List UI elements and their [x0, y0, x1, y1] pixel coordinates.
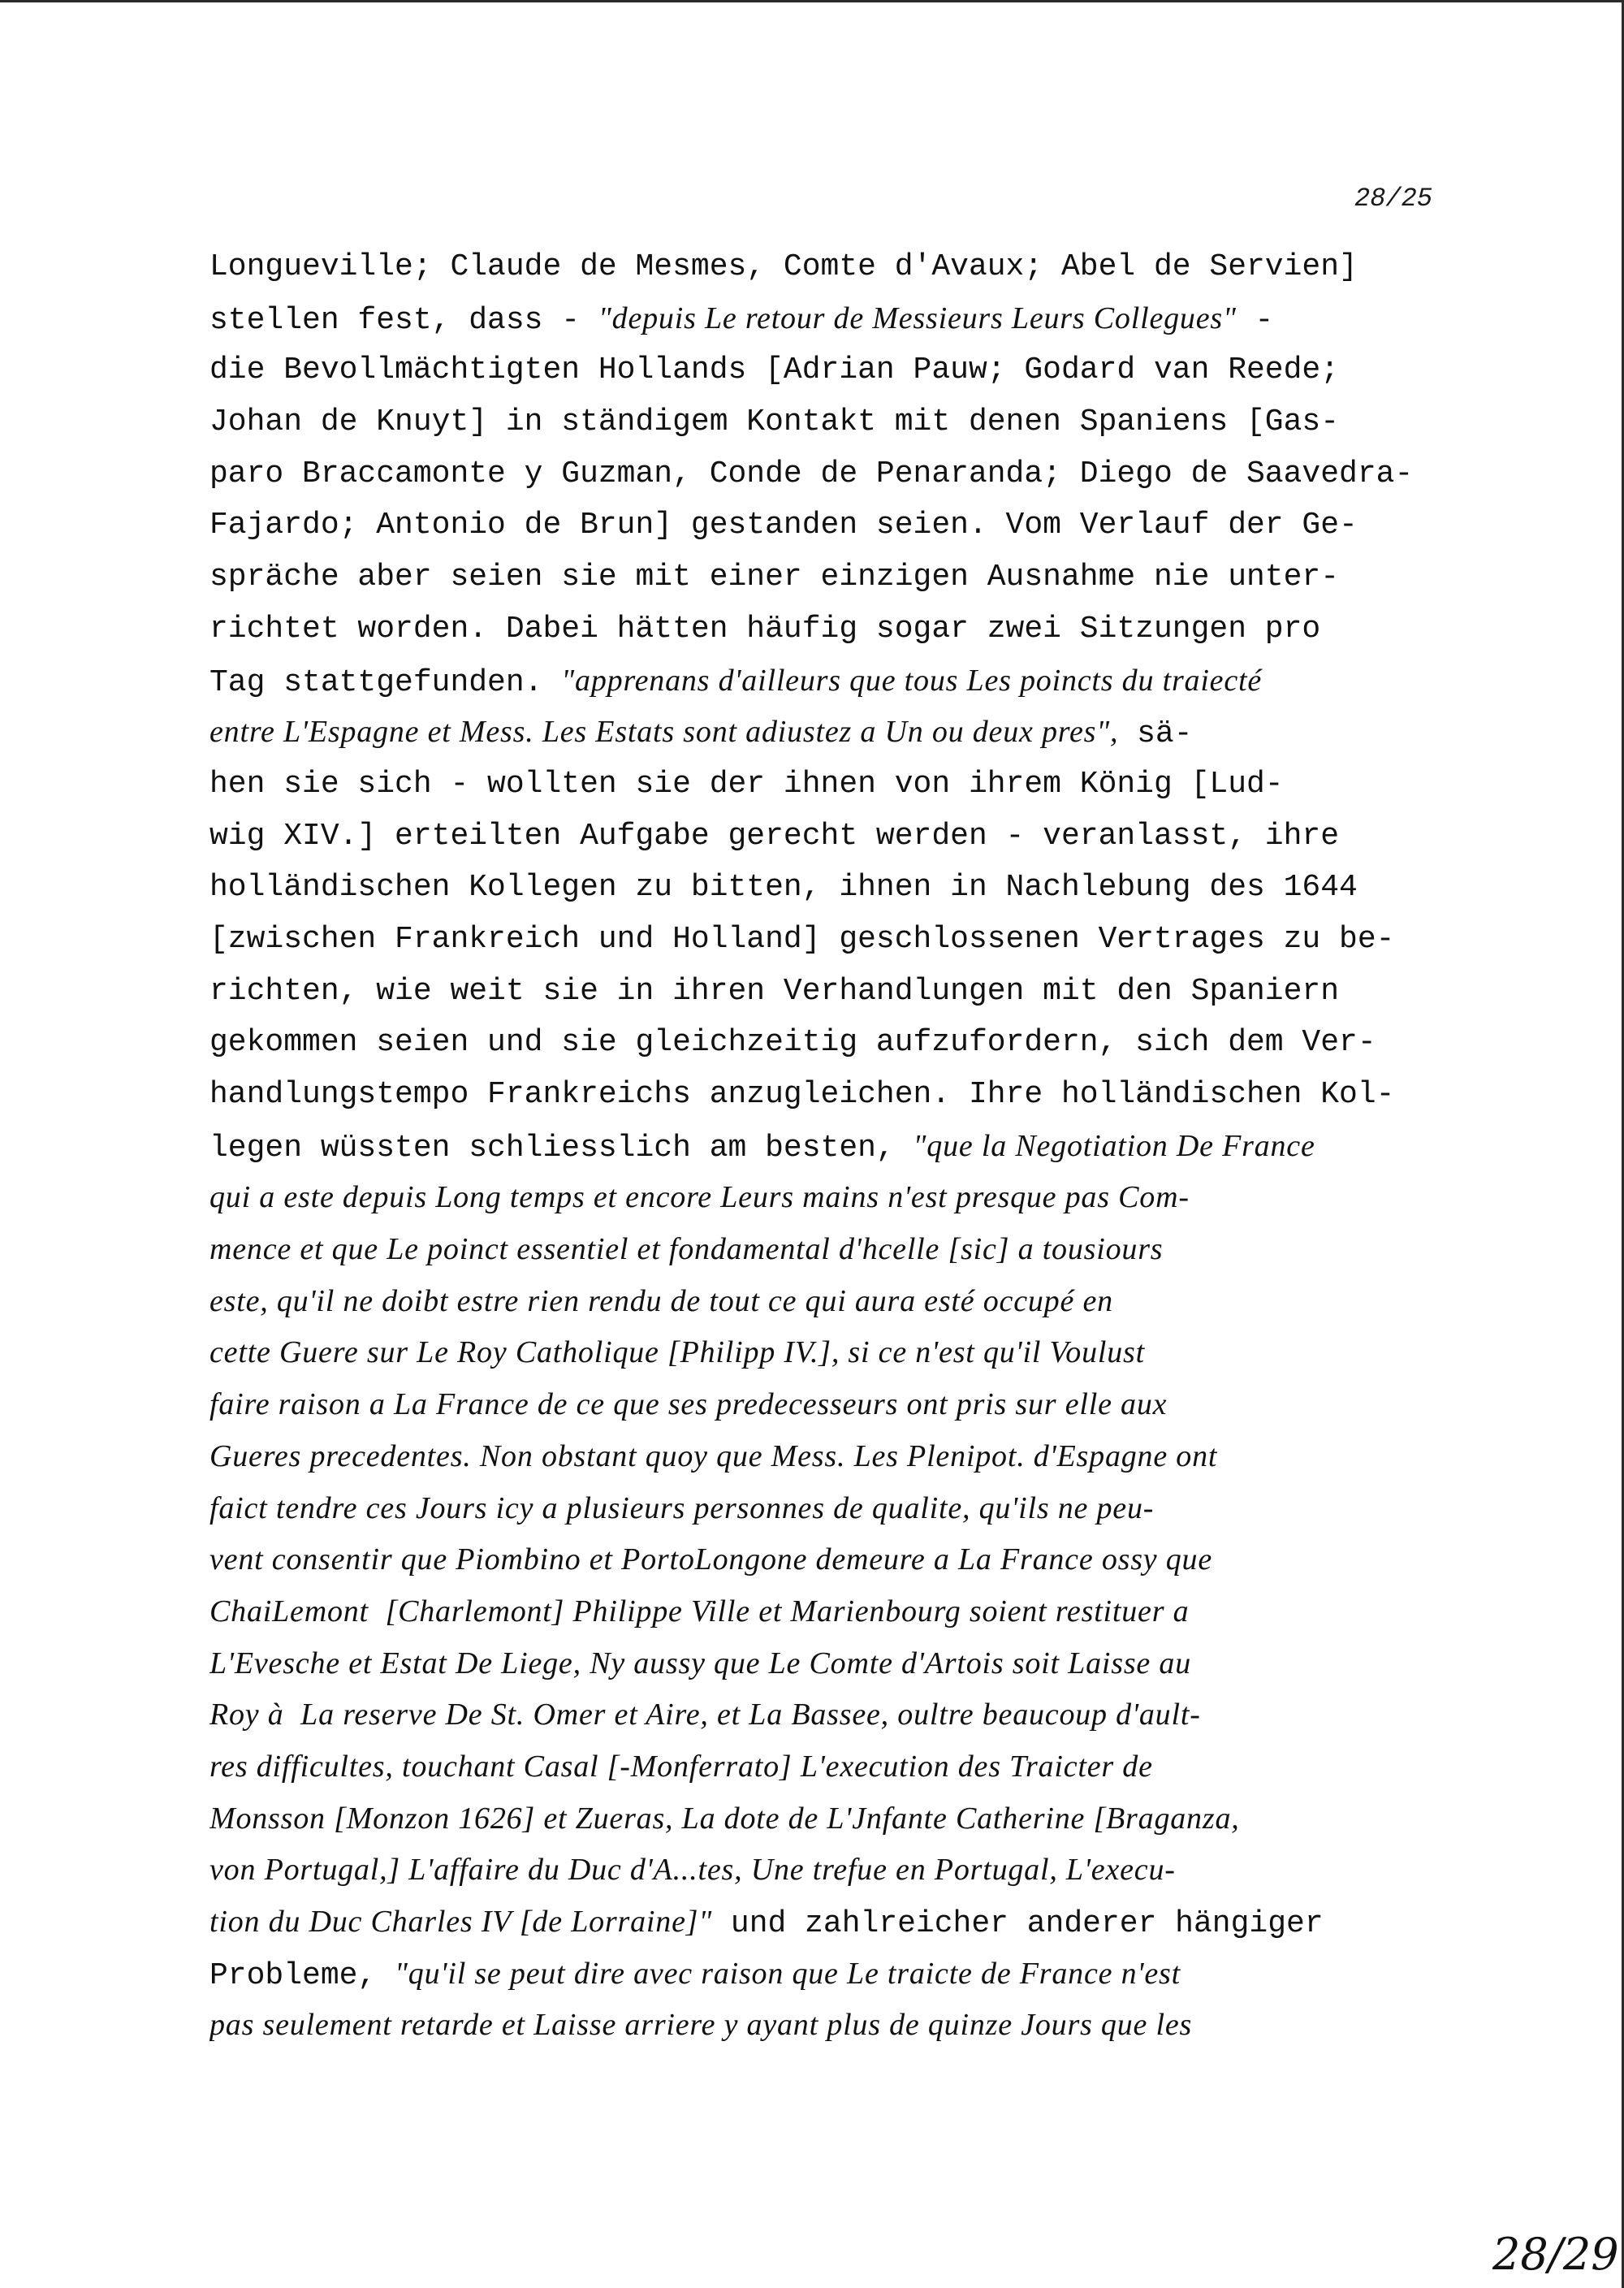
french-quotation-text: Roy à La reserve De St. Omer et Aire, et La Bassee, oultre beaucoup d'ault- — [209, 1698, 1201, 1732]
french-quotation-text: faict tendre ces Jours icy a plusieurs personnes de qualite, qu'ils ne peu- — [209, 1490, 1155, 1525]
text-line — [209, 500, 1460, 551]
text-line — [209, 1431, 1460, 1483]
german-text: paro Braccamonte y Guzman, Conde de Penaranda; Diego de Saavedra- — [209, 456, 1414, 491]
french-quotation-text: qui a este depuis Long temps et encore Leurs mains n'est presque pas Com- — [209, 1180, 1190, 1215]
german-text: [zwischen Frankreich und Holland] geschlossenen Vertrages zu be- — [209, 921, 1395, 957]
text-line — [209, 1534, 1460, 1586]
french-quotation-text: vent consentir que Piombino et PortoLongone demeure a La France ossy que — [209, 1542, 1213, 1577]
french-quotation-text: "que la Negotiation De France — [913, 1128, 1315, 1163]
page-number: 28/25 — [1354, 184, 1433, 214]
body-text — [209, 241, 1460, 2052]
german-text: richtet worden. Dabei hätten häufig sogar zwei Sitzungen pro — [209, 611, 1321, 647]
german-text: handlungstempo Frankreichs anzugleichen. Ihre holländischen Kol- — [209, 1077, 1395, 1112]
top-border-line — [0, 0, 1624, 2]
text-line — [209, 1897, 1460, 1948]
text-line — [209, 448, 1460, 500]
text-line — [209, 1069, 1460, 1121]
text-line — [209, 1845, 1460, 1897]
french-quotation-text: "qu'il se peut dire avec raison que Le traicte de France n'est — [395, 1956, 1181, 1991]
french-quotation-text: L'Evesche et Estat De Liege, Ny aussy que Le Comte d'Artois soit Laisse au — [209, 1646, 1191, 1680]
german-text: gekommen seien und sie gleichzeitig aufzufordern, sich dem Ver- — [209, 1025, 1376, 1061]
text-line — [209, 344, 1460, 396]
text-line — [209, 1741, 1460, 1793]
text-line — [209, 966, 1460, 1018]
text-line — [209, 293, 1460, 345]
text-line — [209, 707, 1460, 759]
german-text: und zahlreicher anderer hängiger — [712, 1906, 1324, 1941]
text-line — [209, 1638, 1460, 1690]
german-text: richten, wie weit sie in ihren Verhandlungen mit den Spaniern — [209, 973, 1340, 1009]
text-line — [209, 811, 1460, 863]
text-line — [209, 1379, 1460, 1431]
text-line — [209, 1017, 1460, 1069]
french-quotation-text: Gueres precedentes. Non obstant quoy que Mess. Les Plenipot. d'Espagne ont — [209, 1438, 1218, 1473]
german-text: die Bevollmächtigten Hollands [Adrian Pauw; Godard van Reede; — [209, 352, 1340, 388]
french-quotation-text: entre L'Espagne et Mess. Les Estats sont adiustez a Un ou deux pres", — [209, 715, 1119, 750]
german-text: sä- — [1118, 716, 1193, 752]
text-line — [209, 1948, 1460, 2000]
french-quotation-text: pas seulement retarde et Laisse arriere y ayant plus de quinze Jours que les — [209, 2008, 1193, 2043]
french-quotation-text: "apprenans d'ailleurs que tous Les poincts du traiecté — [561, 663, 1263, 698]
german-text: spräche aber seien sie mit einer einzigen Ausnahme nie unter- — [209, 560, 1340, 595]
text-line — [209, 1276, 1460, 1328]
french-quotation-text: tion du Duc Charles IV [de Lorraine]" — [209, 1905, 713, 1939]
text-line — [209, 603, 1460, 655]
text-line — [209, 1121, 1460, 1173]
text-line — [209, 1327, 1460, 1379]
german-text: wig XIV.] erteilten Aufgabe gerecht werden - veranlasst, ihre — [209, 818, 1340, 854]
german-text: hen sie sich - wollten sie der ihnen von ihrem König [Lud- — [209, 766, 1284, 802]
text-line — [209, 2000, 1460, 2052]
german-text: Probleme, — [209, 1957, 395, 1993]
text-line — [209, 396, 1460, 448]
text-line — [209, 1793, 1460, 1845]
text-line — [209, 551, 1460, 603]
french-quotation-text: von Portugal,] L'affaire du Duc d'A...tes, Une trefue en Portugal, L'execu- — [209, 1853, 1176, 1888]
german-text: holländischen Kollegen zu bitten, ihnen in Nachlebung des 1644 — [209, 870, 1358, 906]
text-line — [209, 1689, 1460, 1741]
text-line — [209, 241, 1460, 293]
french-quotation-text: res difficultes, touchant Casal [-Monferrato] L'execution des Traicter de — [209, 1749, 1153, 1784]
text-line — [209, 655, 1460, 707]
french-quotation-text: ChaiLemont [Charlemont] Philippe Ville et Marienbourg soient restituer a — [209, 1594, 1190, 1628]
french-quotation-text: Monsson [Monzon 1626] et Zueras, La dote de L'Jnfante Catherine [Braganza, — [209, 1801, 1240, 1836]
text-line — [209, 862, 1460, 914]
german-text: Fajardo; Antonio de Brun] gestanden seien. Vom Verlauf der Ge- — [209, 508, 1358, 543]
german-text: - — [1236, 302, 1274, 338]
french-quotation-text: cette Guere sur Le Roy Catholique [Philipp IV.], si ce n'est qu'il Voulust — [209, 1335, 1145, 1370]
french-quotation-text: "depuis Le retour de Messieurs Leurs Collegues" — [598, 301, 1237, 335]
handwritten-folio-number: 28/29 — [1492, 2229, 1619, 2280]
text-line — [209, 759, 1460, 811]
text-line — [209, 1483, 1460, 1535]
text-line — [209, 1586, 1460, 1638]
german-text: Longueville; Claude de Mesmes, Comte d'Avaux; Abel de Servien] — [209, 249, 1358, 284]
french-quotation-text: este, qu'il ne doibt estre rien rendu de tout ce qui aura esté occupé en — [209, 1283, 1113, 1318]
french-quotation-text: mence et que Le poinct essentiel et fondamental d'hcelle [sic] a tousiours — [209, 1232, 1164, 1267]
german-text: Johan de Knuyt] in ständigem Kontakt mit denen Spaniens [Gas- — [209, 404, 1340, 440]
german-text: Tag stattgefunden. — [209, 664, 562, 700]
text-line — [209, 914, 1460, 966]
text-line — [209, 1172, 1460, 1224]
german-text: stellen fest, dass - — [209, 302, 598, 338]
french-quotation-text: faire raison a La France de ce que ses predecesseurs ont pris sur elle aux — [209, 1387, 1168, 1422]
german-text: legen wüssten schliesslich am besten, — [209, 1130, 914, 1166]
text-line — [209, 1224, 1460, 1276]
